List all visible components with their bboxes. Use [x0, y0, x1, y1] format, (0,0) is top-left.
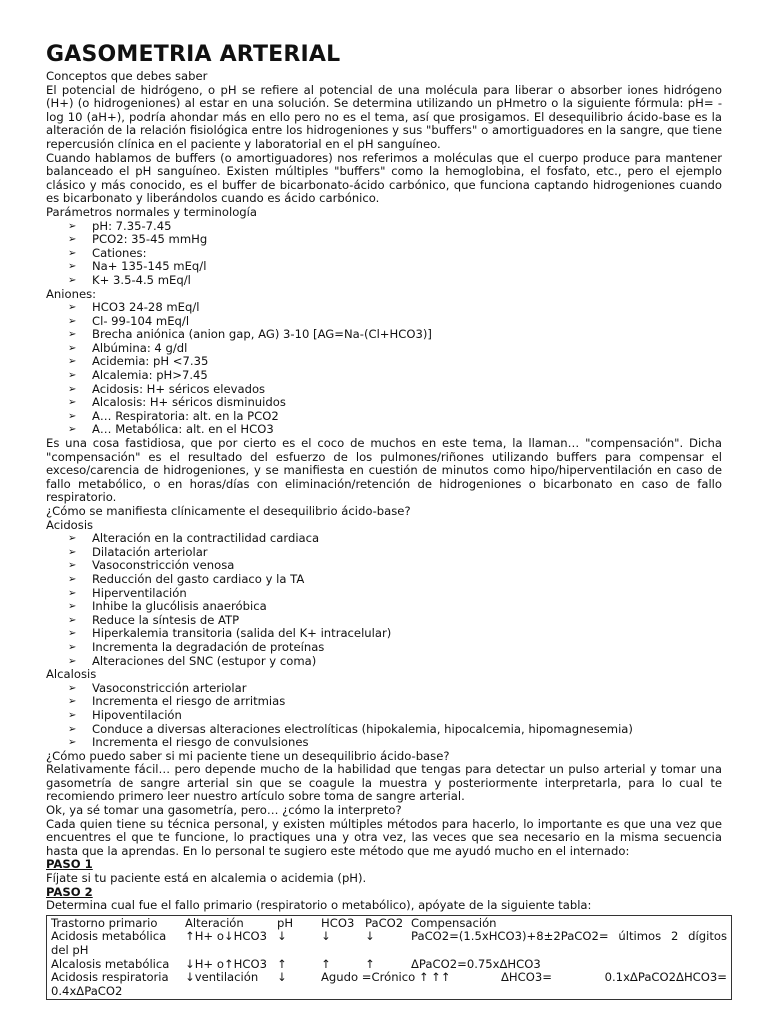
list-item-text: Incrementa el riesgo de arritmias: [92, 694, 286, 709]
arrow-bullet-icon: ➢: [68, 424, 77, 436]
row3-ph: ↓: [277, 970, 287, 985]
arrow-bullet-icon: ➢: [68, 533, 77, 545]
list-item-text: Inhibe la glucólisis anaeróbica: [92, 599, 267, 614]
arrow-bullet-icon: ➢: [68, 737, 77, 749]
list-item-text: Incrementa la degradación de proteínas: [92, 639, 325, 654]
list-item: [68, 220, 722, 234]
row1-compensacion: PaCO2=(1.5xHCO3)+8±2PaCO2= últimos 2 dígitos: [411, 929, 727, 944]
list-item-text: Vasoconstricción venosa: [92, 558, 235, 573]
list-item: [68, 423, 722, 437]
row3-hco3: Agudo =Crónico ↑: [321, 970, 429, 985]
step-1-heading: PASO 1: [46, 857, 93, 872]
arrow-bullet-icon: ➢: [68, 723, 77, 735]
row2-paco2: ↑: [365, 956, 375, 971]
paragraph-compensacion: Es una cosa fastidiosa, que por cierto es el coco de muchos en este tema, la llaman… "compensación". Dicha "compensación" es el resultado del esfuerzo de los pulmones/riñones utilizando buffers para compensar el exceso/carencia de hidrogeniones, y se manifiesta en cuestión de minutos como hipo/hiperventilación en caso de fallo metabólico, o en horas/días con eliminación/retención de hidrogeniones o bicarbonato en caso de fallo respiratorio.: [46, 436, 722, 505]
list-item: [68, 600, 722, 614]
list-item: [68, 627, 722, 641]
subheading-conceptos: Conceptos que debes saber: [46, 69, 208, 83]
list-acidosis: [46, 532, 722, 668]
arrow-bullet-icon: ➢: [68, 573, 77, 585]
list-item-text: Alteración en la contractilidad cardiaca: [92, 531, 320, 546]
row3-compensacion-cont: 0.1xΔPaCO2ΔHCO3=: [604, 970, 727, 985]
arrow-bullet-icon: ➢: [68, 315, 77, 327]
header-alteracion: Alteración: [185, 915, 244, 930]
row2-hco3: ↑: [321, 956, 331, 971]
paragraph-facil: Relativamente fácil… pero depende mucho de la habilidad que tengas para detectar un pulso arterial y tomar una gasometría de sangre arterial sin que se coagule la muestra y posteriormente interpretarla, para lo cual te recomiendo primero leer nuestro artículo sobre toma de sangre arterial.: [46, 762, 722, 804]
row1-trastorno: Acidosis metabólica: [51, 929, 167, 944]
list-item-text: Conduce a diversas alteraciones electrolíticas (hipokalemia, hipocalcemia, hipomagnesemia): [92, 721, 633, 736]
arrow-bullet-icon: ➢: [68, 274, 77, 286]
list-item-text: K+ 3.5-4.5 mEq/l: [92, 272, 191, 287]
header-ph: pH: [277, 915, 294, 930]
question-manifestacion: ¿Cómo se manifiesta clínicamente el desequilibrio ácido-base?: [46, 504, 411, 518]
list-item-text: Albúmina: 4 g/dl: [92, 340, 188, 355]
arrow-bullet-icon: ➢: [68, 614, 77, 626]
list-item: [68, 723, 722, 737]
list-item-text: Reduce la síntesis de ATP: [92, 612, 240, 627]
row3-compensacion: ΔHCO3=: [501, 970, 552, 985]
list-item-text: PCO2: 35-45 mmHg: [92, 232, 208, 247]
row1-paco2: ↓: [365, 929, 375, 944]
row3-paco2: ↑↑: [431, 970, 451, 985]
header-paco2: PaCO2: [365, 915, 404, 930]
arrow-bullet-icon: ➢: [68, 261, 77, 273]
arrow-bullet-icon: ➢: [68, 641, 77, 653]
compensation-table: [46, 915, 732, 1001]
subheading-acidosis: Acidosis: [46, 517, 94, 532]
arrow-bullet-icon: ➢: [68, 247, 77, 259]
list-item: [68, 233, 722, 247]
row2-trastorno: Alcalosis metabólica: [51, 956, 170, 971]
arrow-bullet-icon: ➢: [68, 410, 77, 422]
header-compensacion: Compensación: [411, 915, 497, 930]
arrow-bullet-icon: ➢: [68, 342, 77, 354]
list-parametros: [46, 220, 722, 288]
list-item: [68, 260, 722, 274]
arrow-bullet-icon: ➢: [68, 234, 77, 246]
arrow-bullet-icon: ➢: [68, 709, 77, 721]
arrow-bullet-icon: ➢: [68, 546, 77, 558]
paragraph-intro: El potencial de hidrógeno, o pH se refiere al potencial de una molécula para liberar o absorber iones hidrógeno (H+) (o hidrogeniones) al estar en una solución. Se determina utilizando un pHmetro o la siguiente fórmula: pH= -log 10 (aH+), podría ahondar más en ello pero no es el tema, así que prosigamos. El desequilibrio ácido-base es la alteración de la relación fisiológica entre los hidrogeniones y sus "buffers" o amortiguadores en la sangre, que tiene repercusión clínica en el paciente y laboratorial en el pH sanguíneo.: [46, 82, 722, 151]
arrow-bullet-icon: ➢: [68, 628, 77, 640]
list-item-text: Alcalosis: H+ séricos disminuidos: [92, 395, 286, 410]
arrow-bullet-icon: ➢: [68, 655, 77, 667]
row2-compensacion: ΔPaCO2=0.75xΔHCO3: [411, 956, 541, 971]
list-item-text: Hiperventilación: [92, 585, 187, 600]
row1-alteracion: ↑H+ o↓HCO3: [185, 929, 267, 944]
list-item-text: Hiperkalemia transitoria (salida del K+ intracelular): [92, 626, 392, 641]
question-saber: ¿Cómo puedo saber si mi paciente tiene un desequilibrio ácido-base?: [46, 748, 450, 763]
list-item: [68, 301, 722, 315]
subheading-alcalosis: Alcalosis: [46, 667, 97, 682]
arrow-bullet-icon: ➢: [68, 587, 77, 599]
question-interpretar: Ok, ya sé tomar una gasometría, pero… ¿cómo la interpreto?: [46, 803, 402, 818]
arrow-bullet-icon: ➢: [68, 383, 77, 395]
list-item: [68, 736, 722, 750]
list-item-text: A… Respiratoria: alt. en la PCO2: [92, 408, 279, 423]
list-item: [68, 587, 722, 601]
table-cell: [47, 915, 732, 1000]
list-item: [68, 342, 722, 356]
arrow-bullet-icon: ➢: [68, 682, 77, 694]
row3-wrap: 0.4xΔPaCO2: [51, 983, 123, 998]
list-item: [68, 410, 722, 424]
list-item: [68, 328, 722, 342]
list-item-text: Hipoventilación: [92, 707, 182, 722]
list-item: [68, 709, 722, 723]
list-item: [68, 383, 722, 397]
arrow-bullet-icon: ➢: [68, 397, 77, 409]
row1-wrap: del pH: [51, 943, 89, 957]
list-item: [68, 247, 722, 261]
row1-hco3: ↓: [321, 929, 331, 944]
list-item: [68, 396, 722, 410]
list-item-text: A… Metabólica: alt. en el HCO3: [92, 422, 274, 437]
arrow-bullet-icon: ➢: [68, 601, 77, 613]
list-item: [68, 573, 722, 587]
list-item-text: Acidosis: H+ séricos elevados: [92, 381, 266, 396]
table-row: [51, 930, 727, 944]
list-aniones: [46, 301, 722, 437]
list-item: [68, 682, 722, 696]
subheading-aniones: Aniones:: [46, 286, 97, 301]
list-alcalosis: [46, 682, 722, 750]
row1-ph: ↓: [277, 929, 287, 944]
list-item: [68, 274, 722, 288]
list-item: [68, 355, 722, 369]
arrow-bullet-icon: ➢: [68, 696, 77, 708]
list-item: [68, 369, 722, 383]
list-item-text: Acidemia: pH <7.35: [92, 354, 209, 369]
step-1-text: Fíjate si tu paciente está en alcalemia o acidemia (pH).: [46, 871, 367, 886]
list-item-text: Alcalemia: pH>7.45: [92, 368, 208, 383]
list-item-text: Na+ 135-145 mEq/l: [92, 259, 207, 274]
list-item: [68, 641, 722, 655]
document-title: GASOMETRIA ARTERIAL: [46, 42, 341, 67]
table-row: [51, 958, 727, 972]
row2-alteracion: ↓H+ o↑HCO3: [185, 956, 267, 971]
list-item-text: Dilatación arteriolar: [92, 544, 208, 559]
list-item-text: Alteraciones del SNC (estupor y coma): [92, 653, 317, 668]
step-2-heading: PASO 2: [46, 884, 93, 899]
list-item-text: HCO3 24-28 mEq/l: [92, 300, 200, 315]
row3-trastorno: Acidosis respiratoria: [51, 970, 169, 985]
arrow-bullet-icon: ➢: [68, 329, 77, 341]
paragraph-buffers: Cuando hablamos de buffers (o amortiguadores) nos referimos a moléculas que el cuerpo produce para mantener balanceado el pH sanguíneo. Existen múltiples "buffers" como la hemoglobina, el fosfato, etc., pero el ejemplo clásico y más conocido, es el buffer de bicarbonato-ácido carbónico, que funciona captando hidrogeniones cuando es bicarbonato y liberándolos cuando es ácido carbónico.: [46, 150, 722, 206]
arrow-bullet-icon: ➢: [68, 356, 77, 368]
list-item: [68, 695, 722, 709]
list-item-text: Brecha aniónica (anion gap, AG) 3-10 [AG=Na-(Cl+HCO3)]: [92, 327, 432, 342]
list-item-text: Cl- 99-104 mEq/l: [92, 313, 190, 328]
list-item: [68, 546, 722, 560]
list-item: [68, 655, 722, 669]
list-item-text: Reducción del gasto cardiaco y la TA: [92, 571, 305, 586]
arrow-bullet-icon: ➢: [68, 220, 77, 232]
header-trastorno: Trastorno primario: [51, 915, 158, 930]
subheading-parametros: Parámetros normales y terminología: [46, 204, 257, 219]
row3-alteracion: ↓ventilación: [185, 970, 259, 985]
table-header-row: [51, 917, 727, 931]
arrow-bullet-icon: ➢: [68, 560, 77, 572]
list-item-text: pH: 7.35-7.45: [92, 218, 172, 233]
row2-ph: ↑: [277, 956, 287, 971]
arrow-bullet-icon: ➢: [68, 370, 77, 382]
list-item: [68, 532, 722, 546]
paragraph-metodo: Cada quien tiene su técnica personal, y existen múltiples métodos para hacerlo, lo importante es que una vez que encuentres el que te funcione, lo practiques una y otra vez, las veces que sea necesario en la misma secuencia hasta que la aprendas. En lo personal te sugiero este método que me ayudó mucho en el internado:: [46, 816, 722, 858]
list-item-text: Vasoconstricción arteriolar: [92, 680, 247, 695]
step-2-text: Determina cual fue el fallo primario (respiratorio o metabólico), apóyate de la siguiente tabla:: [46, 898, 592, 913]
table-row: [51, 971, 727, 985]
list-item-text: Incrementa el riesgo de convulsiones: [92, 735, 309, 750]
arrow-bullet-icon: ➢: [68, 302, 77, 314]
list-item-text: Cationes:: [92, 245, 147, 260]
list-item: [68, 559, 722, 573]
list-item: [68, 614, 722, 628]
header-hco3: HCO3: [321, 915, 355, 930]
list-item: [68, 315, 722, 329]
